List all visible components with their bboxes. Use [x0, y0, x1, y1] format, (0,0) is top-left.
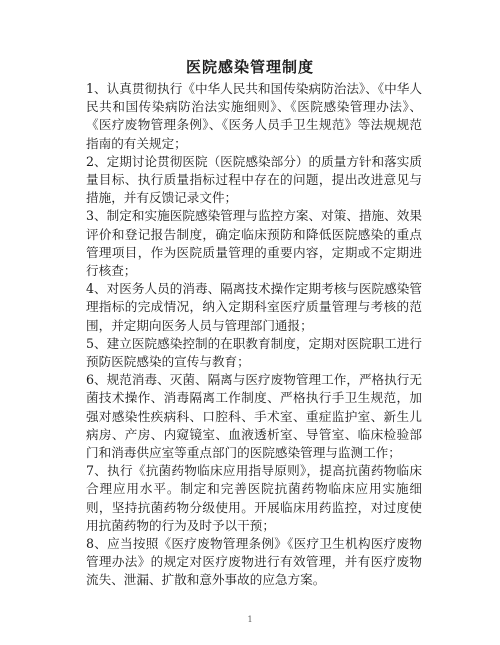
paragraph-6: 6、规范消毒、灭菌、隔离与医疗废物管理工作，严格执行无菌技术操作、消毒隔离工作制度、严格执行手卫生规范，加强对感染性疾病科、口腔科、手术室、重症监护室、新生儿病房、产房、内窥镜室、血液透析室、导管室、临床检验部门和消毒供应室等重点部门的医院感染管理与监测工作； — [86, 372, 422, 461]
paragraph-5: 5、建立医院感染控制的在职教育制度，定期对医院职工进行预防医院感染的宣传与教育； — [86, 335, 422, 370]
paragraph-7: 7、执行《抗菌药物临床应用指导原则》，提高抗菌药物临床合理应用水平。制定和完善医院抗菌药物临床应用实施细则，坚持抗菌药物分级使用。开展临床用药监控，对过度使用抗菌药物的行为及时予以干预； — [86, 463, 422, 533]
paragraph-3: 3、制定和实施医院感染管理与监控方案、对策、措施、效果评价和登记报告制度，确定临床预防和降低医院感染的重点管理项目，作为医院质量管理的重要内容，定期或不定期进行核查； — [86, 208, 422, 279]
paragraph-8: 8、应当按照《医疗废物管理条例》《医疗卫生机构医疗废物管理办法》的规定对医疗废物进行有效管理，并有医疗废物流失、泄漏、扩散和意外事故的应急方案。 — [86, 536, 422, 588]
page-number: 1 — [247, 615, 253, 624]
paragraph-1: 1、认真贯彻执行《中华人民共和国传染病防治法》、《中华人民共和国传染病防治法实施细则》、《医院感染管理办法》、《医疗废物管理条例》、《医务人员手卫生规范》等法规规范指南的有关规定； — [86, 81, 422, 151]
document-body — [86, 80, 422, 590]
document-title: 医院感染管理制度 — [185, 58, 314, 76]
paragraph-2: 2、定期讨论贯彻医院（医院感染部分）的质量方针和落实质量目标、执行质量指标过程中存在的问题，提出改进意见与措施，并有反馈记录文件； — [86, 153, 422, 206]
paragraph-4: 4、对医务人员的消毒、隔离技术操作定期考核与医院感染管理指标的完成情况，纳入定期科室医疗质量管理与考核的范围，并定期向医务人员与管理部门通报； — [86, 281, 422, 333]
